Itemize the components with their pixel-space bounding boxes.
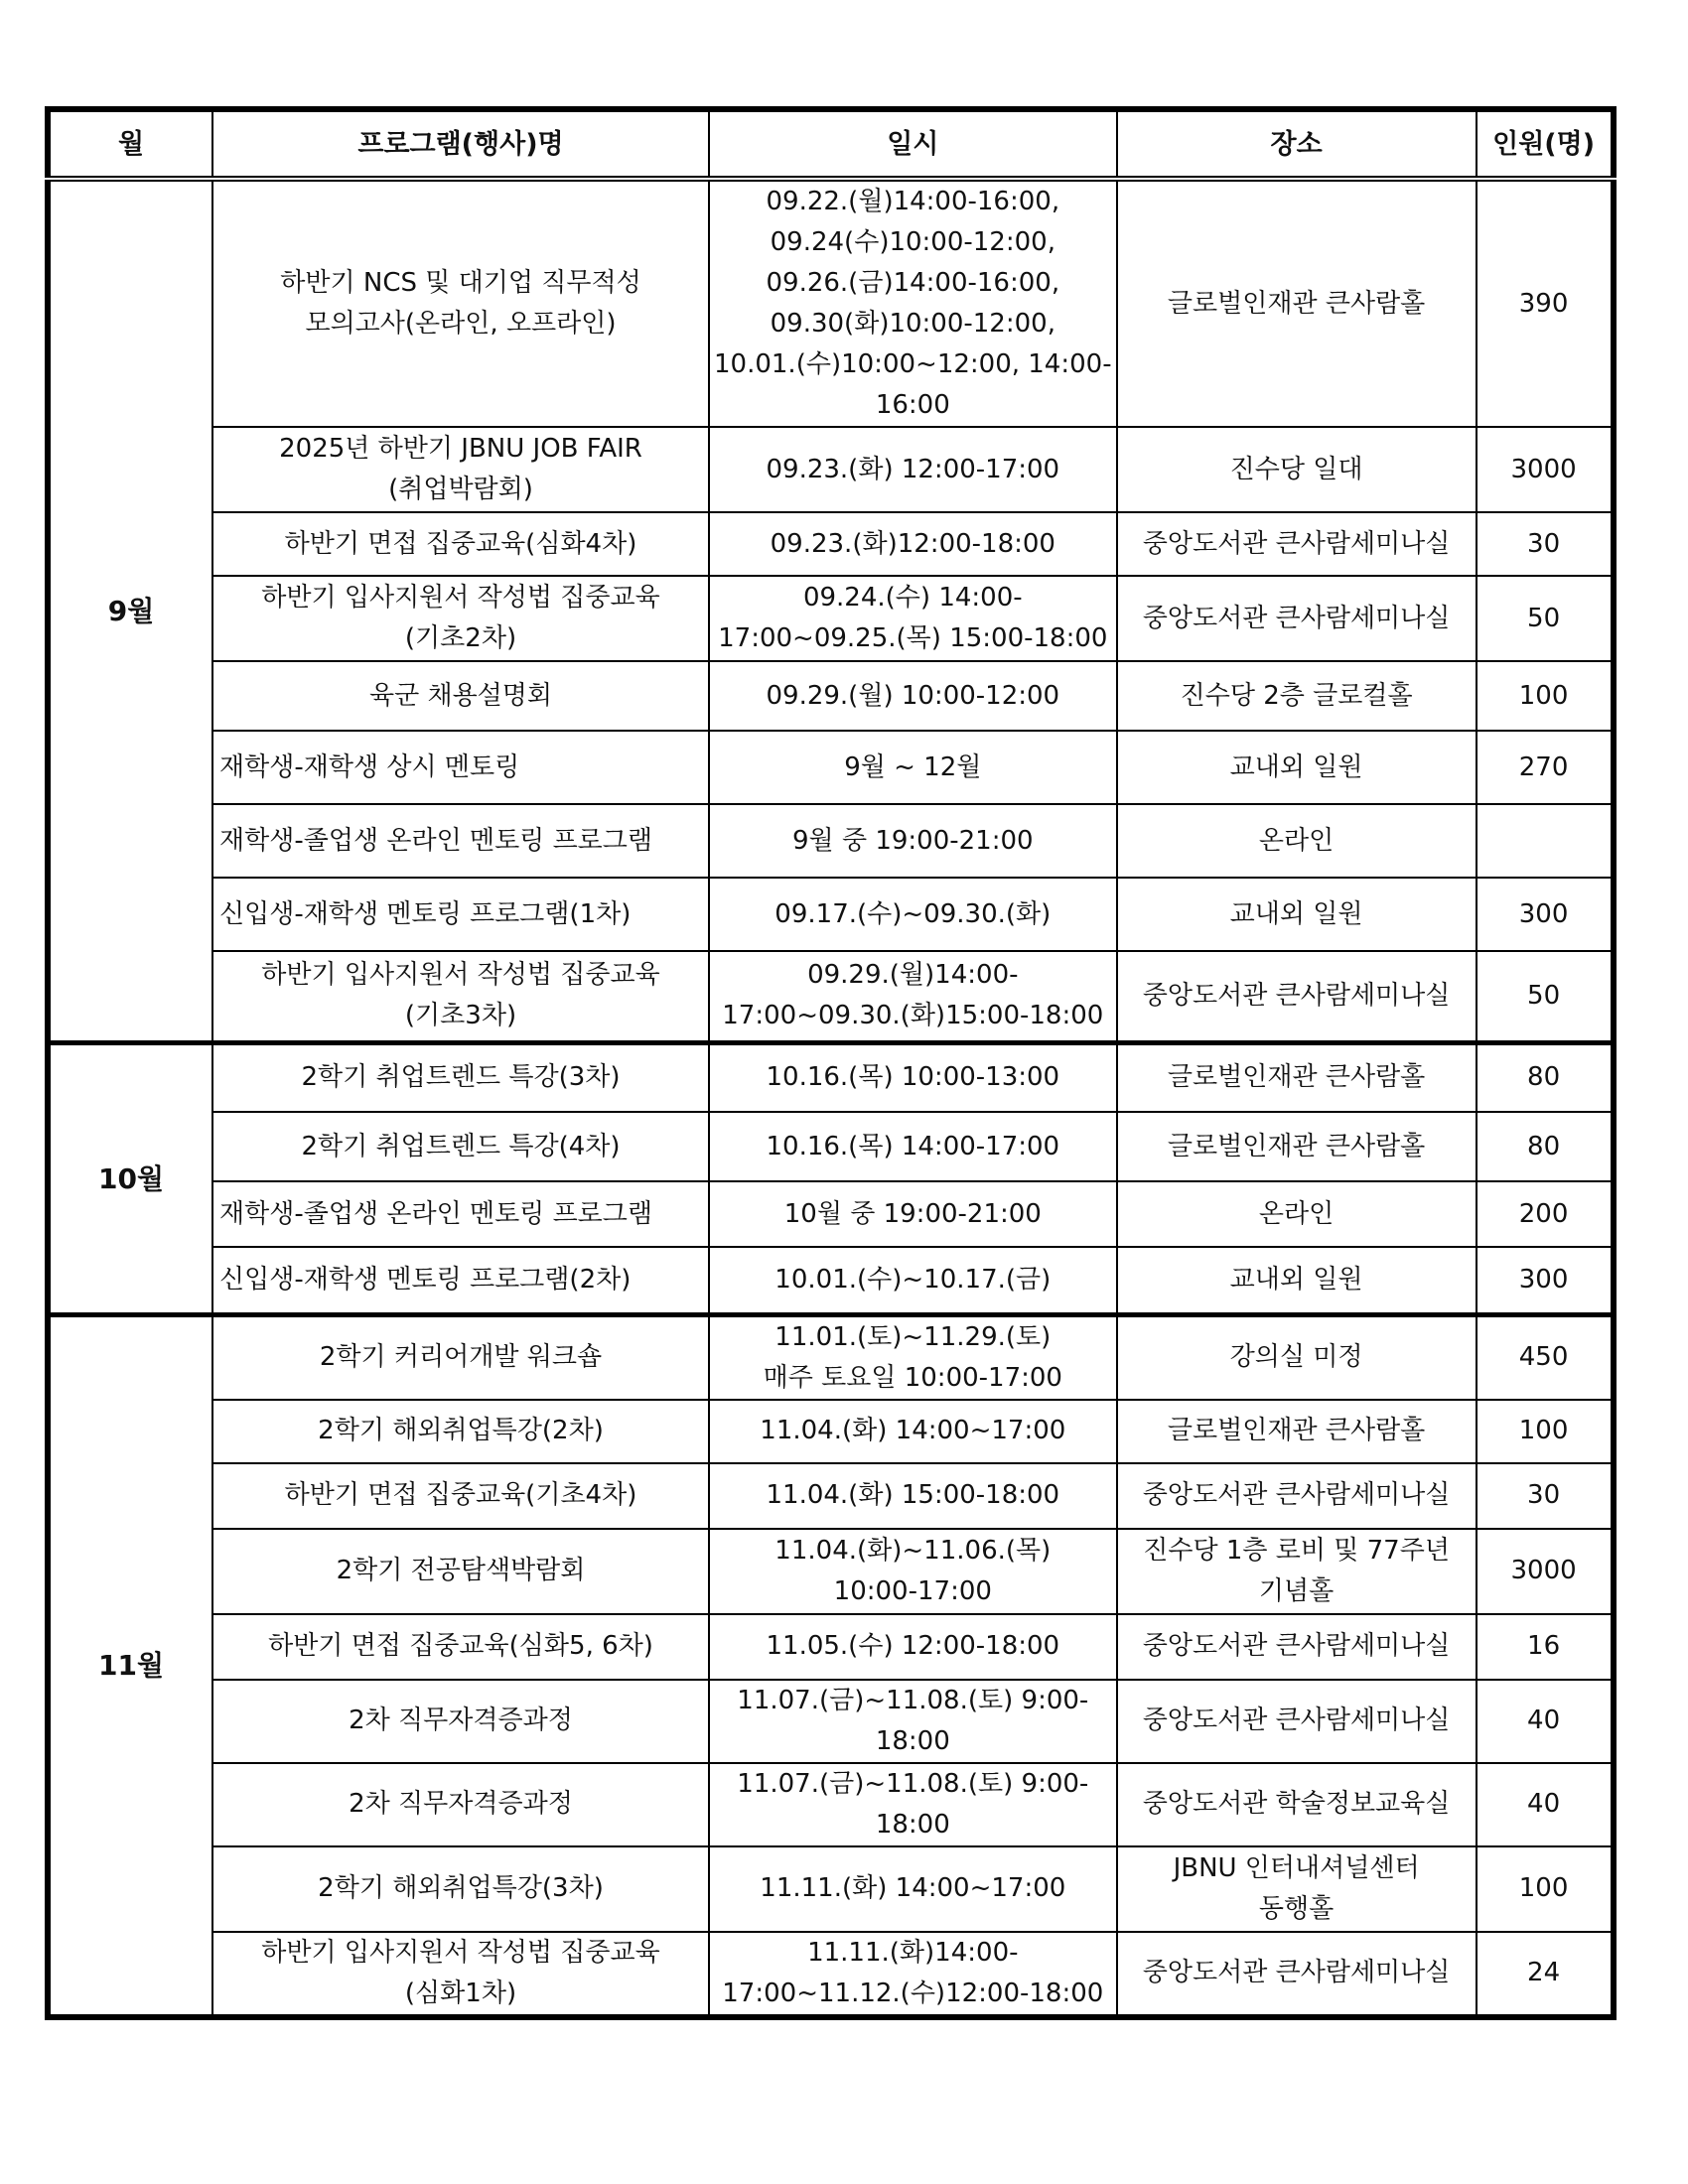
cell-line: 09.26.(금)14:00-16:00, [766, 268, 1060, 298]
table-row [48, 1400, 1614, 1463]
table-row [48, 1680, 1614, 1763]
schedule-table [45, 106, 1617, 2020]
count-cell: 30 [1477, 1463, 1614, 1529]
count-cell: 24 [1477, 1932, 1614, 2017]
place-cell [1117, 661, 1477, 731]
cell-line: 2차 직무자격증과정 [349, 1706, 573, 1735]
cell-line: 17:00~09.25.(목) 15:00-18:00 [718, 623, 1108, 653]
place-cell [1117, 1614, 1477, 1680]
count-cell: 3000 [1477, 1529, 1614, 1614]
place-cell [1117, 1314, 1477, 1400]
cell-line: 온라인 [1258, 1198, 1335, 1229]
cell-line: (기초2차) [404, 623, 517, 653]
program-cell [212, 1846, 709, 1932]
cell-line: 글로벌인재관 큰사람홀 [1167, 1062, 1426, 1093]
place-cell [1117, 1042, 1477, 1112]
program-cell [212, 661, 709, 731]
program-cell [212, 1614, 709, 1680]
cell-line: 중앙도서관 큰사람세미나실 [1142, 980, 1451, 1011]
cell-line: 동행홀 [1258, 1893, 1335, 1924]
cell-line: 육군 채용설명회 [368, 680, 553, 711]
count-cell: 80 [1477, 1042, 1614, 1112]
count-cell: 100 [1477, 661, 1614, 731]
cell-line: 10.01.(수)~10.17.(금) [774, 1264, 1052, 1295]
count-cell: 450 [1477, 1314, 1614, 1400]
cell-line: 2학기 전공탐색박람회 [336, 1556, 586, 1585]
cell-line: 11.11.(화)14:00- [807, 1937, 1019, 1968]
table-row [48, 1247, 1614, 1314]
cell-line: 중앙도서관 큰사람세미나실 [1142, 1631, 1451, 1661]
header-month: 월 [48, 109, 212, 179]
place-cell [1117, 427, 1477, 512]
table-row [48, 427, 1614, 512]
datetime-cell [709, 427, 1117, 512]
table-row [48, 576, 1614, 661]
datetime-cell [709, 179, 1117, 427]
cell-line: 11.04.(화) 15:00-18:00 [766, 1480, 1060, 1510]
count-cell: 16 [1477, 1614, 1614, 1680]
datetime-cell [709, 1614, 1117, 1680]
datetime-cell [709, 1314, 1117, 1400]
header-row [48, 109, 1614, 179]
cell-line: 16:00 [875, 390, 950, 420]
table-row [48, 1529, 1614, 1614]
cell-line: 하반기 NCS 및 대기업 직무적성 [280, 268, 641, 298]
program-cell [212, 1763, 709, 1846]
cell-line: 중앙도서관 큰사람세미나실 [1142, 603, 1451, 633]
program-cell [212, 1247, 709, 1314]
cell-line: 신입생-재학생 멘토링 프로그램(2차) [219, 1264, 632, 1295]
cell-line: 2학기 취업트렌드 특강(3차) [301, 1062, 621, 1093]
table-row [48, 1181, 1614, 1247]
cell-line: 하반기 입사지원서 작성법 집중교육 [261, 583, 660, 613]
count-cell: 300 [1477, 878, 1614, 951]
cell-line: 9월 ~ 12월 [844, 751, 982, 782]
cell-line: 글로벌인재관 큰사람홀 [1167, 288, 1426, 319]
cell-line: 하반기 입사지원서 작성법 집중교육 [261, 1937, 660, 1968]
datetime-cell [709, 731, 1117, 804]
place-cell [1117, 1181, 1477, 1247]
place-cell [1117, 1846, 1477, 1932]
datetime-cell [709, 512, 1117, 576]
program-cell [212, 1314, 709, 1400]
program-cell [212, 427, 709, 512]
place-cell [1117, 1247, 1477, 1314]
cell-line: 09.23.(화)12:00-18:00 [770, 528, 1055, 559]
cell-line: 신입생-재학생 멘토링 프로그램(1차) [219, 898, 632, 929]
count-cell: 300 [1477, 1247, 1614, 1314]
cell-line: 2학기 커리어개발 워크숍 [319, 1342, 603, 1372]
table-row [48, 1763, 1614, 1846]
place-cell [1117, 576, 1477, 661]
month-cell: 10월 [48, 1042, 212, 1314]
place-cell [1117, 1112, 1477, 1181]
cell-line: 글로벌인재관 큰사람홀 [1167, 1416, 1426, 1445]
program-cell [212, 1181, 709, 1247]
count-cell: 40 [1477, 1680, 1614, 1763]
cell-line: 재학생-재학생 상시 멘토링 [219, 751, 520, 782]
place-cell [1117, 512, 1477, 576]
datetime-cell [709, 804, 1117, 878]
cell-line: 2학기 취업트렌드 특강(4차) [301, 1131, 621, 1161]
table-row [48, 179, 1614, 427]
program-cell [212, 804, 709, 878]
place-cell [1117, 1932, 1477, 2017]
program-cell [212, 1400, 709, 1463]
cell-line: 중앙도서관 큰사람세미나실 [1142, 1480, 1451, 1510]
cell-line: 09.29.(월)14:00- [807, 960, 1019, 991]
cell-line: 교내외 일원 [1229, 898, 1363, 929]
datetime-cell [709, 661, 1117, 731]
cell-line: 하반기 면접 집중교육(기초4차) [284, 1480, 637, 1510]
count-cell: 270 [1477, 731, 1614, 804]
count-cell: 200 [1477, 1181, 1614, 1247]
cell-line: 하반기 면접 집중교육(심화4차) [284, 528, 637, 559]
program-cell [212, 512, 709, 576]
count-cell: 80 [1477, 1112, 1614, 1181]
program-cell [212, 951, 709, 1042]
cell-line: 18:00 [875, 1809, 950, 1840]
place-cell [1117, 878, 1477, 951]
header-place: 장소 [1117, 109, 1477, 179]
cell-line: 09.29.(월) 10:00-12:00 [766, 680, 1060, 711]
program-cell [212, 576, 709, 661]
table-row [48, 1112, 1614, 1181]
datetime-cell [709, 1932, 1117, 2017]
cell-line: 9월 중 19:00-21:00 [792, 825, 1034, 856]
table-row [48, 1846, 1614, 1932]
program-cell [212, 1529, 709, 1614]
place-cell [1117, 179, 1477, 427]
cell-line: 09.30(화)10:00-12:00, [770, 309, 1055, 339]
cell-line: 글로벌인재관 큰사람홀 [1167, 1131, 1426, 1161]
cell-line: (취업박람회) [388, 475, 533, 504]
cell-line: 2차 직무자격증과정 [349, 1789, 573, 1819]
place-cell [1117, 1680, 1477, 1763]
cell-line: 하반기 면접 집중교육(심화5, 6차) [268, 1631, 653, 1661]
cell-line: 11.07.(금)~11.08.(토) 9:00- [737, 1768, 1089, 1799]
count-cell: 100 [1477, 1846, 1614, 1932]
cell-line: 중앙도서관 학술정보교육실 [1142, 1789, 1451, 1819]
cell-line: 기념홀 [1258, 1575, 1335, 1606]
count-cell: 50 [1477, 951, 1614, 1042]
datetime-cell [709, 1112, 1117, 1181]
program-cell [212, 1932, 709, 2017]
cell-line: 09.17.(수)~09.30.(화) [774, 898, 1052, 929]
cell-line: 10:00-17:00 [833, 1575, 992, 1606]
cell-line: 하반기 입사지원서 작성법 집중교육 [261, 960, 660, 991]
cell-line: 09.23.(화) 12:00-17:00 [766, 454, 1060, 484]
table-row [48, 512, 1614, 576]
cell-line: 11.04.(화)~11.06.(목) [774, 1535, 1052, 1566]
cell-line: 18:00 [875, 1725, 950, 1756]
cell-line: 진수당 일대 [1229, 454, 1363, 484]
cell-line: 중앙도서관 큰사람세미나실 [1142, 1958, 1451, 1987]
table-row [48, 731, 1614, 804]
cell-line: 11.07.(금)~11.08.(토) 9:00- [737, 1685, 1089, 1715]
cell-line: 온라인 [1258, 825, 1335, 856]
cell-line: 09.24.(수) 14:00- [802, 583, 1023, 613]
table-row [48, 1614, 1614, 1680]
place-cell [1117, 804, 1477, 878]
cell-line: 진수당 1층 로비 및 77주년 [1143, 1535, 1450, 1566]
place-cell [1117, 1400, 1477, 1463]
table-row [48, 1463, 1614, 1529]
count-cell: 390 [1477, 179, 1614, 427]
cell-line: 10.01.(수)10:00~12:00, 14:00- [714, 349, 1112, 379]
place-cell [1117, 951, 1477, 1042]
cell-line: 재학생-졸업생 온라인 멘토링 프로그램 [219, 1198, 653, 1229]
count-cell: 100 [1477, 1400, 1614, 1463]
datetime-cell [709, 1529, 1117, 1614]
count-cell [1477, 804, 1614, 878]
datetime-cell [709, 1680, 1117, 1763]
cell-line: 교내외 일원 [1229, 751, 1363, 782]
datetime-cell [709, 951, 1117, 1042]
program-cell [212, 1463, 709, 1529]
cell-line: 강의실 미정 [1229, 1342, 1363, 1372]
table-row [48, 804, 1614, 878]
cell-line: 2학기 해외취업특강(3차) [318, 1873, 604, 1903]
month-cell: 11월 [48, 1314, 212, 2017]
cell-line: 11.04.(화) 14:00~17:00 [760, 1416, 1066, 1445]
schedule-body [48, 179, 1614, 2017]
datetime-cell [709, 1042, 1117, 1112]
cell-line: 2학기 해외취업특강(2차) [318, 1416, 604, 1445]
table-row [48, 951, 1614, 1042]
table-row [48, 1932, 1614, 2017]
datetime-cell [709, 1763, 1117, 1846]
cell-line: 17:00~09.30.(화)15:00-18:00 [722, 1001, 1104, 1031]
cell-line: (기초3차) [404, 1001, 517, 1031]
datetime-cell [709, 1846, 1117, 1932]
count-cell: 3000 [1477, 427, 1614, 512]
table-row [48, 661, 1614, 731]
place-cell [1117, 731, 1477, 804]
datetime-cell [709, 878, 1117, 951]
cell-line: 10월 중 19:00-21:00 [783, 1198, 1042, 1229]
cell-line: 매주 토요일 10:00-17:00 [763, 1362, 1062, 1393]
place-cell [1117, 1529, 1477, 1614]
count-cell: 30 [1477, 512, 1614, 576]
cell-line: 중앙도서관 큰사람세미나실 [1142, 1706, 1451, 1735]
count-cell: 40 [1477, 1763, 1614, 1846]
cell-line: 진수당 2층 글로컬홀 [1180, 680, 1413, 711]
place-cell [1117, 1763, 1477, 1846]
cell-line: 재학생-졸업생 온라인 멘토링 프로그램 [219, 825, 653, 856]
cell-line: 10.16.(목) 10:00-13:00 [766, 1062, 1060, 1093]
datetime-cell [709, 1247, 1117, 1314]
cell-line: 11.01.(토)~11.29.(토) [774, 1321, 1052, 1352]
place-cell [1117, 1463, 1477, 1529]
datetime-cell [709, 1181, 1117, 1247]
month-cell: 9월 [48, 179, 212, 1042]
cell-line: (심화1차) [404, 1978, 517, 2008]
table-row [48, 1042, 1614, 1112]
cell-line: 10.16.(목) 14:00-17:00 [766, 1131, 1060, 1161]
cell-line: 교내외 일원 [1229, 1264, 1363, 1295]
program-cell [212, 179, 709, 427]
cell-line: 모의고사(온라인, 오프라인) [305, 309, 617, 339]
cell-line: 17:00~11.12.(수)12:00-18:00 [722, 1978, 1104, 2008]
program-cell [212, 1042, 709, 1112]
cell-line: 2025년 하반기 JBNU JOB FAIR [279, 434, 642, 464]
cell-line: 11.05.(수) 12:00-18:00 [766, 1631, 1060, 1661]
cell-line: 중앙도서관 큰사람세미나실 [1142, 528, 1451, 559]
header-count: 인원(명) [1477, 109, 1614, 179]
datetime-cell [709, 1463, 1117, 1529]
cell-line: 11.11.(화) 14:00~17:00 [760, 1873, 1066, 1903]
cell-line: JBNU 인터내셔널센터 [1173, 1852, 1420, 1883]
header-program: 프로그램(행사)명 [212, 109, 709, 179]
table-row [48, 878, 1614, 951]
table-row [48, 1314, 1614, 1400]
count-cell: 50 [1477, 576, 1614, 661]
program-cell [212, 1112, 709, 1181]
cell-line: 09.22.(월)14:00-16:00, [766, 187, 1060, 216]
program-cell [212, 878, 709, 951]
cell-line: 09.24(수)10:00-12:00, [770, 227, 1055, 257]
datetime-cell [709, 1400, 1117, 1463]
datetime-cell [709, 576, 1117, 661]
program-cell [212, 1680, 709, 1763]
header-datetime: 일시 [709, 109, 1117, 179]
program-cell [212, 731, 709, 804]
